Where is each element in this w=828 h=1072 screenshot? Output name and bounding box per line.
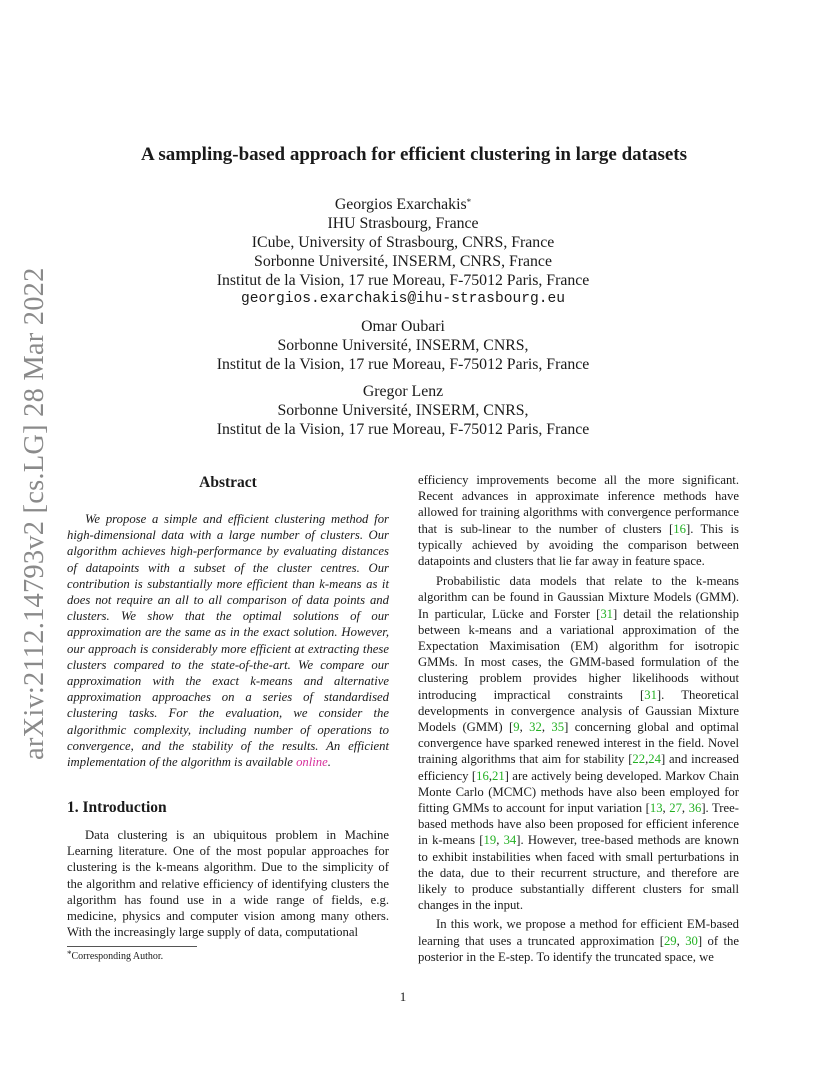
citation-link[interactable]: 34: [503, 833, 517, 848]
affiliation-line: IHU Strasbourg, France: [327, 215, 479, 232]
paragraph: efficiency improvements become all the more significant. Recent advances in approximate inference methods have allowed for training algorithms with convergence performance that is sub-linear to the number of clusters [16]. This is typically achieved by avoiding the comparison between datapoints and clusters that lie far away in feature space.: [418, 473, 739, 569]
footnote-rule: [67, 946, 197, 947]
paragraph: In this work, we propose a method for efficient EM-based learning that uses a truncated approximation [29, 30] of the posterior in the E-step. To identify the truncated space, we: [418, 917, 739, 964]
citation-link[interactable]: 36: [688, 801, 702, 816]
page-number: 1: [399, 989, 407, 1004]
citation-link[interactable]: 31: [600, 606, 614, 621]
paragraph: Probabilistic data models that relate to the k-means algorithm can be found in Gaussian Mixture Models (GMM). In particular, Lücke and Forster [31] detail the relationship between k-means and a variational approximation of the Expectation Maximisation (EM) algorithm for isotropic GMMs. In most cases, the GMM-based formulation of the clustering problem provides higher likelihoods without introducing impractical constraints [31]. Theoretical developments in convergence analysis of Gaussian Mixture Models (GMM) [9, 32, 35] concerning global and optimal convergence have sparked renewed interest in the field. Novel training algorithms that aim for stability [22,24] and increased efficiency [16,21] are actively being developed. Markov Chain Monte Carlo (MCMC) methods have also been employed for fitting GMMs to account for input variation [13, 27, 36]. Tree-based methods have also been proposed for efficient inference in k-means [19, 34]. However, tree-based methods are known to exhibit instabilities when faced with small perturbations in the data, due to their recurrent structure, and therefore are likely to produce substantially different clusters for small changes in the input.: [418, 574, 740, 913]
citation-link[interactable]: 16: [673, 521, 686, 536]
affiliation-line: Institut de la Vision, 17 rue Moreau, F-75012 Paris, France: [216, 421, 590, 438]
citation-link[interactable]: 24: [648, 752, 661, 767]
citation-link[interactable]: 32: [529, 720, 542, 735]
citation-link[interactable]: 9: [513, 720, 520, 735]
author-name-1: Georgios Exarchakis*: [334, 196, 472, 213]
affiliation-line: Sorbonne Université, INSERM, CNRS,: [277, 337, 529, 354]
author-name-3: Gregor Lenz: [362, 383, 444, 400]
intro-paragraph: Data clustering is an ubiquitous problem in Machine Learning literature. One of the most popular approaches for clustering is the k-means algorithm. Due to the simplicity of the algorithm and relative efficiency of identifying clusters the algorithm has found use in a wide range of fields, e.g. medicine, physics and computer vision among many others. With the increasingly large supply of data, computational: [67, 828, 389, 940]
citation-link[interactable]: 29: [663, 933, 677, 948]
author-email[interactable]: georgios.exarchakis@ihu-strasbourg.eu: [240, 291, 566, 307]
abstract-text: We propose a simple and efficient clustering method for high-dimensional data with a large number of clusters. Our algorithm achieves high-performance by evaluating distances of datapoints with a subset of the cluster centres. Our contribution is substantially more efficient than k-means as it does not require an all to all comparison of data points and clusters. We show that the optimal solutions of our approximation are the same as in the exact solution. However, our approach is considerably more efficient at extracting these clusters compared to the state-of-the-art. We compare our approximation with the exact k-means and alternative approximation approaches on a series of standardised clustering tasks. For the evaluation, we consider the algorithmic complexity, including number of operations to convergence, and the stability of the results. An efficient implementation of the algorithm is available online.: [67, 512, 389, 770]
citation-link[interactable]: 16: [476, 768, 489, 783]
citation-link[interactable]: 19: [483, 833, 497, 848]
citation-link[interactable]: 22: [632, 752, 646, 767]
implementation-link[interactable]: online: [296, 755, 328, 770]
author-name-2: Omar Oubari: [361, 318, 445, 335]
citation-link[interactable]: 35: [551, 720, 565, 735]
footnote: *Corresponding Author.: [67, 949, 164, 962]
affiliation-line: Sorbonne Université, INSERM, CNRS, France: [254, 253, 552, 270]
affiliation-line: Institut de la Vision, 17 rue Moreau, F-75012 Paris, France: [216, 272, 590, 289]
citation-link[interactable]: 31: [644, 687, 657, 702]
arxiv-identifier-stamp: arXiv:2112.14793v2 [cs.LG] 28 Mar 2022: [19, 267, 50, 760]
author-block: [0, 195, 806, 439]
citation-link[interactable]: 30: [685, 933, 698, 948]
section-heading-introduction: 1. Introduction: [67, 799, 167, 816]
affiliation-line: ICube, University of Strasbourg, CNRS, France: [251, 234, 555, 251]
right-column-text: [418, 472, 739, 968]
affiliation-line: Sorbonne Université, INSERM, CNRS,: [277, 402, 529, 419]
abstract-heading: Abstract: [199, 474, 257, 491]
paper-title: A sampling-based approach for efficient clustering in large datasets: [140, 144, 688, 165]
citation-link[interactable]: 21: [491, 768, 505, 783]
corresponding-author-mark: *: [466, 197, 472, 207]
citation-link[interactable]: 27: [669, 801, 682, 816]
citation-link[interactable]: 13: [649, 801, 663, 816]
affiliation-line: Institut de la Vision, 17 rue Moreau, F-75012 Paris, France: [216, 356, 590, 373]
